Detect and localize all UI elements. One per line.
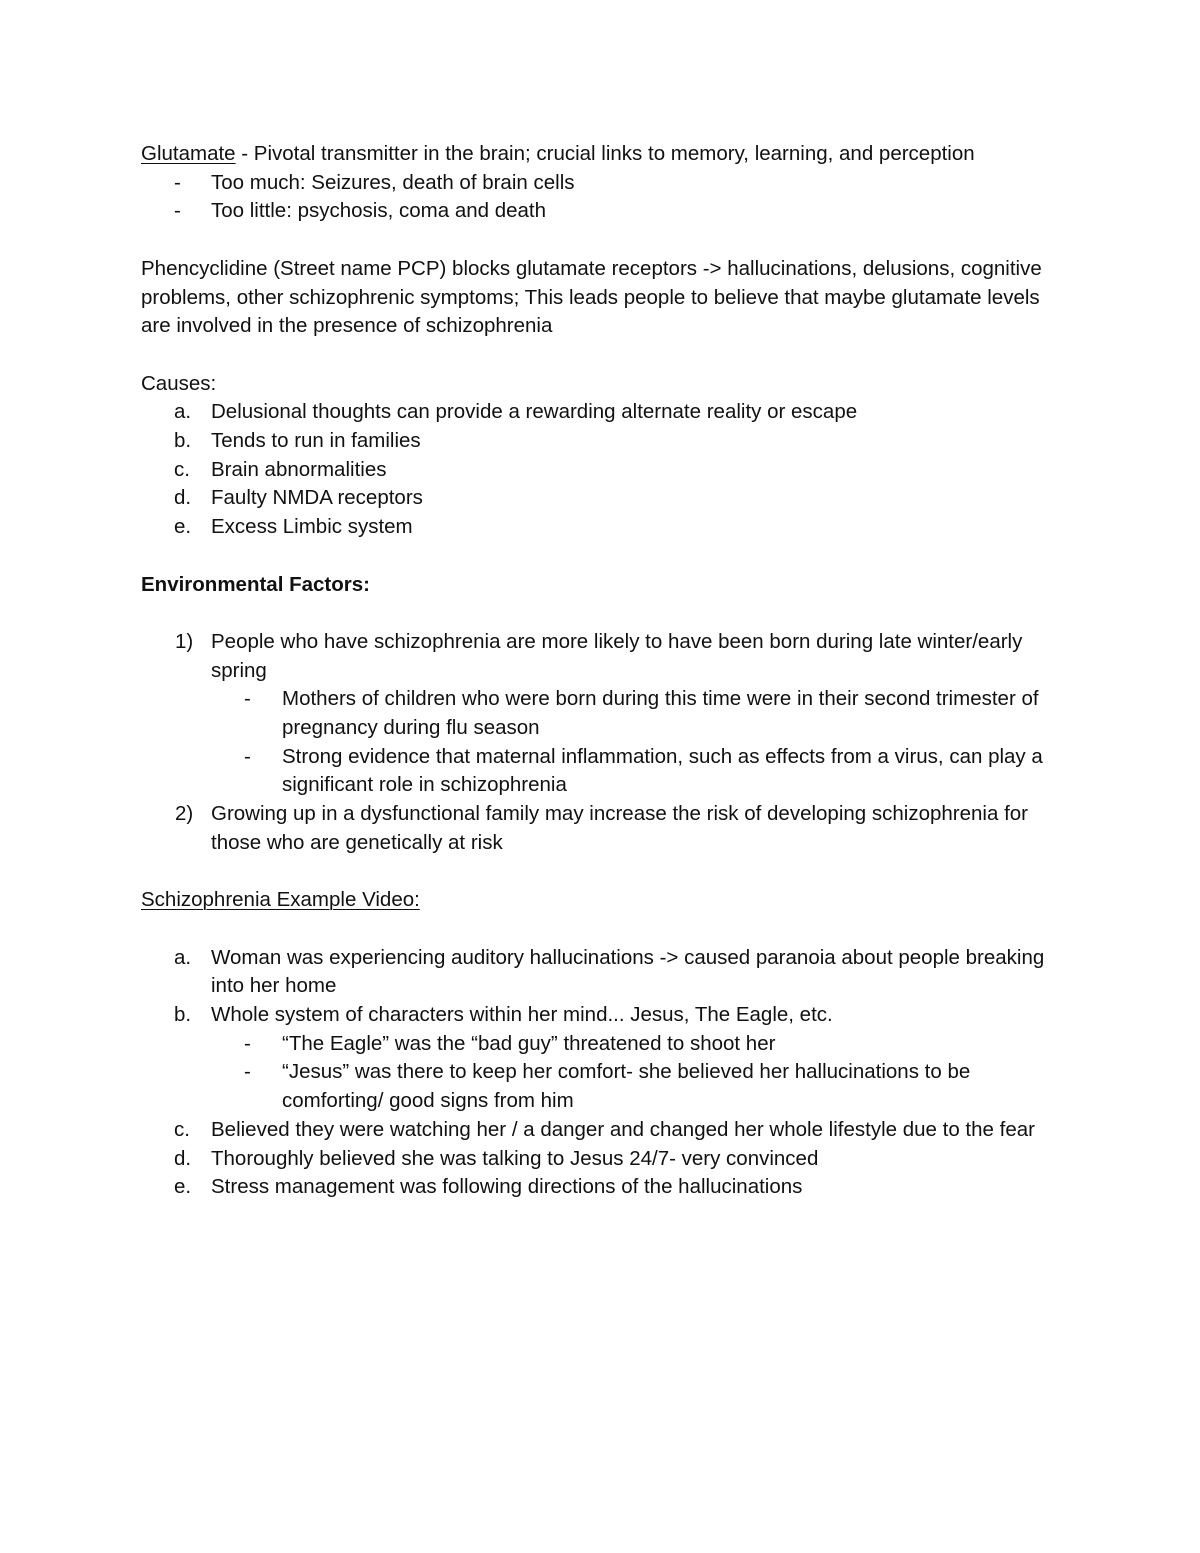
list-item <box>141 456 1071 485</box>
list-item <box>141 427 1071 456</box>
causes-heading: Causes: <box>141 371 217 395</box>
list-item <box>141 1145 1071 1174</box>
sub-list-item <box>141 685 1071 742</box>
video-heading: Schizophrenia Example Video: <box>141 888 420 912</box>
list-marker: e. <box>174 1175 192 1199</box>
list-item <box>141 1001 1071 1030</box>
document-page <box>141 140 1071 1202</box>
sub-list-item-text: “The Eagle” was the “bad guy” threatened to shoot her <box>282 1031 776 1055</box>
list-marker: a. <box>174 945 192 969</box>
glutamate-term: Glutamate <box>141 142 236 165</box>
list-item-text: Whole system of characters within her mind... Jesus, The Eagle, etc. <box>211 1003 833 1026</box>
list-marker: b. <box>174 1003 192 1026</box>
list-marker: 1) <box>175 629 194 653</box>
list-item-text: Faulty NMDA receptors <box>211 486 423 510</box>
list-item <box>141 944 1071 1001</box>
list-item-text: Too little: psychosis, coma and death <box>211 199 547 223</box>
list-item <box>141 169 1071 198</box>
list-marker: c. <box>174 1117 190 1141</box>
list-marker: d. <box>174 486 192 510</box>
list-marker: e. <box>174 515 192 539</box>
sub-list-item-text: “Jesus” was there to keep her comfort- she believed her hallucinations to be comforting/ good signs from him <box>282 1060 971 1113</box>
list-item-text: Brain abnormalities <box>211 457 387 481</box>
bullet-marker: - <box>244 1060 251 1084</box>
list-marker: a. <box>174 400 192 424</box>
list-item-text: Too much: Seizures, death of brain cells <box>211 170 575 194</box>
sub-list-item <box>141 1058 1071 1115</box>
list-item-text: Tends to run in families <box>211 429 421 452</box>
list-marker: b. <box>174 429 192 452</box>
bullet-marker: - <box>174 199 181 223</box>
list-item-text: Delusional thoughts can provide a rewarding alternate reality or escape <box>211 400 858 424</box>
list-marker: 2) <box>175 802 194 826</box>
glutamate-paragraph <box>141 140 1071 169</box>
bullet-marker: - <box>174 170 181 194</box>
environmental-heading: Environmental Factors: <box>141 572 370 596</box>
list-marker: c. <box>174 457 190 481</box>
list-item-text: Believed they were watching her / a danger and changed her whole lifestyle due to the fear <box>211 1117 1035 1141</box>
bullet-marker: - <box>244 687 251 711</box>
list-item <box>141 398 1071 427</box>
list-item <box>141 1173 1071 1202</box>
bullet-marker: - <box>244 1031 251 1055</box>
list-item <box>141 513 1071 542</box>
list-item-text: Woman was experiencing auditory hallucinations -> caused paranoia about people breaking into her home <box>211 945 1045 998</box>
list-marker: d. <box>174 1146 192 1170</box>
bullet-marker: - <box>244 744 251 768</box>
pcp-paragraph: Phencyclidine (Street name PCP) blocks glutamate receptors -> hallucinations, delusions, cognitive problems, other schizophrenic symptoms; This leads people to believe that maybe glutamate levels are involved in the presence of schizophrenia <box>141 256 1042 338</box>
sub-list-item-text: Mothers of children who were born during this time were in their second trimester of pregnancy during flu season <box>282 687 1039 739</box>
list-item <box>141 484 1071 513</box>
list-item-text: People who have schizophrenia are more likely to have been born during late winter/early spring <box>211 629 1023 682</box>
list-item <box>141 1116 1071 1145</box>
list-item <box>141 628 1071 685</box>
list-item-text: Excess Limbic system <box>211 515 413 539</box>
list-item-text: Stress management was following directions of the hallucinations <box>211 1175 803 1199</box>
sub-list-item <box>141 743 1071 800</box>
list-item-text: Thoroughly believed she was talking to Jesus 24/7- very convinced <box>211 1146 819 1170</box>
sub-list-item <box>141 1030 1071 1059</box>
glutamate-definition: - Pivotal transmitter in the brain; crucial links to memory, learning, and perception <box>235 142 975 165</box>
list-item-text: Growing up in a dysfunctional family may increase the risk of developing schizophrenia for those who are genetically at risk <box>211 802 1028 854</box>
list-item <box>141 197 1071 226</box>
sub-list-item-text: Strong evidence that maternal inflammation, such as effects from a virus, can play a significant role in schizophrenia <box>282 744 1043 797</box>
list-item <box>141 800 1071 857</box>
